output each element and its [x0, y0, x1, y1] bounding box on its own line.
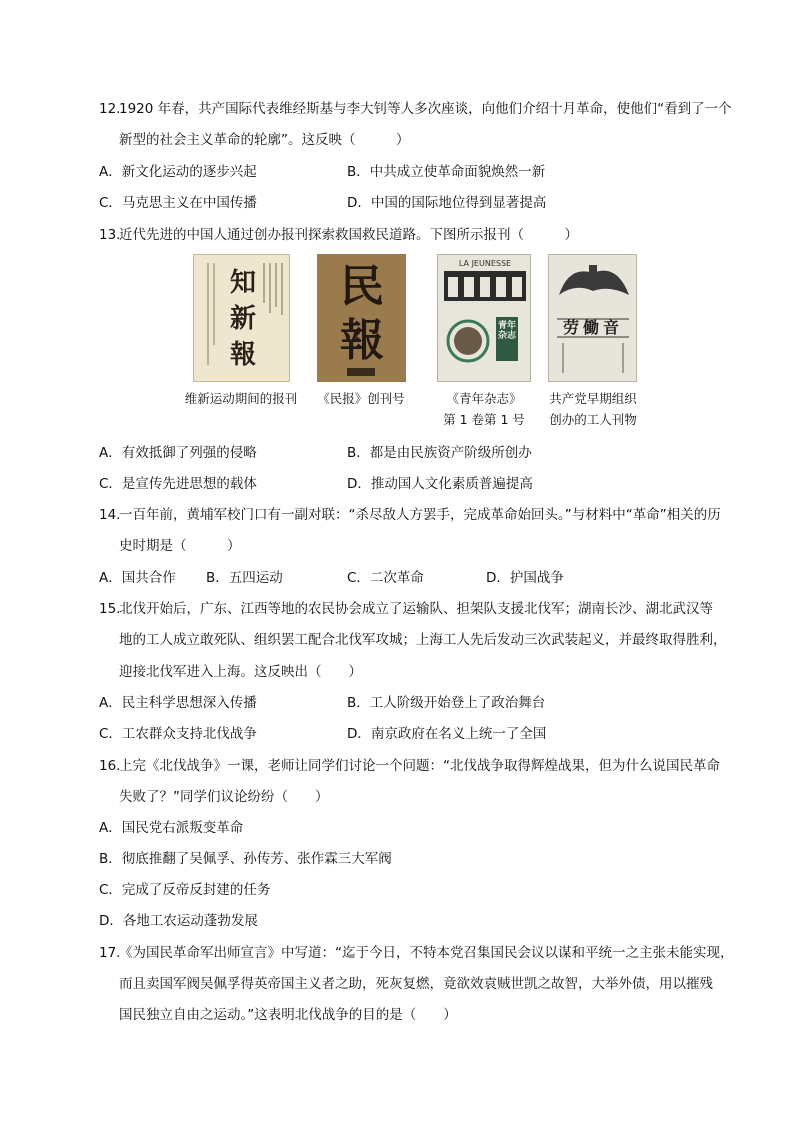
- minbao-title: 民報: [340, 261, 384, 366]
- qingnian-cover-art: [438, 255, 531, 382]
- zhixinbao-title: 知新報: [229, 268, 256, 370]
- question-16-option-d[interactable]: D．各地工农运动蓬勃发展: [99, 913, 258, 929]
- question-16-option-c[interactable]: C．完成了反帝反封建的任务: [99, 882, 271, 898]
- question-14-option-a[interactable]: A．国共合作: [99, 570, 176, 586]
- figure-minbao-caption: 《民报》创刊号: [317, 391, 405, 406]
- question-14-text-line-2: 史时期是（ ）: [119, 538, 241, 554]
- figure-laodongyin-caption-line-2: 创办的工人刊物: [549, 412, 637, 427]
- figure-laodongyin-caption-line-1: 共产党早期组织: [549, 391, 637, 406]
- question-13-text-line-1: 近代先进的中国人通过创办报刊探索救国救民道路。下图所示报刊（ ）: [119, 227, 578, 243]
- question-16-text-line-1: 上完《北伐战争》一课，老师让同学们讨论一个问题：“北伐战争取得辉煌战果，但为什么说国民革命: [119, 758, 720, 774]
- question-15-option-d[interactable]: D．南京政府在名义上统一了全国: [347, 726, 547, 742]
- figure-qingnian-caption-line-2: 第 1 卷第 1 号: [443, 412, 525, 427]
- figure-zhixinbao-caption: 维新运动期间的报刊: [184, 391, 298, 406]
- question-16-number: 16.: [99, 758, 121, 774]
- question-13-option-d[interactable]: D．推动国人文化素质普遍提高: [347, 476, 533, 492]
- question-13-option-a[interactable]: A．有效抵御了列强的侵略: [99, 445, 257, 461]
- question-15-number: 15.: [99, 601, 121, 617]
- question-12-option-d[interactable]: D．中国的国际地位得到显著提高: [347, 195, 547, 211]
- question-16-option-b[interactable]: B．彻底推翻了吴佩孚、孙传芳、张作霖三大军阀: [99, 851, 392, 867]
- question-15-option-a[interactable]: A．民主科学思想深入传播: [99, 695, 257, 711]
- question-12-text-line-2: 新型的社会主义革命的轮廓”。这反映（ ）: [119, 132, 410, 148]
- question-14-option-c[interactable]: C．二次革命: [347, 570, 424, 586]
- question-13-option-b[interactable]: B．都是由民族资产阶级所创办: [347, 445, 532, 461]
- question-17-text-line-1: 《为国民革命军出师宣言》中写道：“迄于今日，不特本党召集国民会议以谋和平统一之主张未能实现，: [119, 945, 734, 961]
- question-12-option-c[interactable]: C．马克思主义在中国传播: [99, 195, 257, 211]
- figure-qingnian-caption-line-1: 《青年杂志》: [446, 391, 522, 406]
- question-15-text-line-1: 北伐开始后，广东、江西等地的农民协会成立了运输队、担架队支援北伐军；湖南长沙、湖北武汉等: [119, 601, 713, 617]
- question-14-option-d[interactable]: D．护国战争: [486, 570, 564, 586]
- figure-minbao-image: [317, 254, 406, 382]
- question-15-text-line-2: 地的工人成立敢死队、组织罢工配合北伐军攻城；上海工人先后发动三次武装起义，并最终取得胜利，: [119, 632, 727, 648]
- question-17-text-line-2: 而且卖国军阀吴佩孚得英帝国主义者之助，死灰复燃，竟欲效袁贼世凯之故智，大举外债，用以摧残: [119, 976, 713, 992]
- laodongyin-title: 劳働音: [562, 318, 623, 337]
- question-17-text-line-3: 国民独立自由之运动。”这表明北伐战争的目的是（ ）: [119, 1007, 457, 1023]
- minbao-label-block: [347, 368, 375, 376]
- question-14-text-line-1: 一百年前，黄埔军校门口有一副对联：“杀尽敌人方罢手，完成革命始回头。”与材料中“革命”相关的历: [119, 507, 721, 523]
- question-14-option-b[interactable]: B．五四运动: [206, 570, 283, 586]
- figure-qingnian-image: [437, 254, 531, 382]
- question-15-option-b[interactable]: B．工人阶级开始登上了政治舞台: [347, 695, 546, 711]
- question-12-number: 12.: [99, 101, 121, 117]
- question-12-option-a[interactable]: A．新文化运动的逐步兴起: [99, 164, 257, 180]
- question-16-text-line-2: 失败了？”同学们议论纷纷（ ）: [119, 789, 329, 805]
- question-12-option-b[interactable]: B．中共成立使革命面貌焕然一新: [347, 164, 546, 180]
- question-13-option-c[interactable]: C．是宣传先进思想的载体: [99, 476, 257, 492]
- figure-zhixinbao-image: [193, 254, 290, 382]
- question-12-text-line-1: 1920 年春，共产国际代表维经斯基与李大钊等人多次座谈，向他们介绍十月革命，使他们“看到了一个: [119, 101, 732, 117]
- question-13-number: 13.: [99, 227, 121, 243]
- question-16-option-a[interactable]: A．国民党右派叛变革命: [99, 820, 244, 836]
- question-15-option-c[interactable]: C．工农群众支持北伐战争: [99, 726, 257, 742]
- figure-laodongyin-image: [548, 254, 637, 382]
- question-17-number: 17.: [99, 945, 121, 961]
- qingnian-title: 青年杂志: [498, 321, 517, 341]
- question-15-text-line-3: 迎接北伐军进入上海。这反映出（ ）: [119, 664, 362, 680]
- question-14-number: 14.: [99, 507, 121, 523]
- qingnian-banner: LA JEUNESSE: [458, 259, 512, 268]
